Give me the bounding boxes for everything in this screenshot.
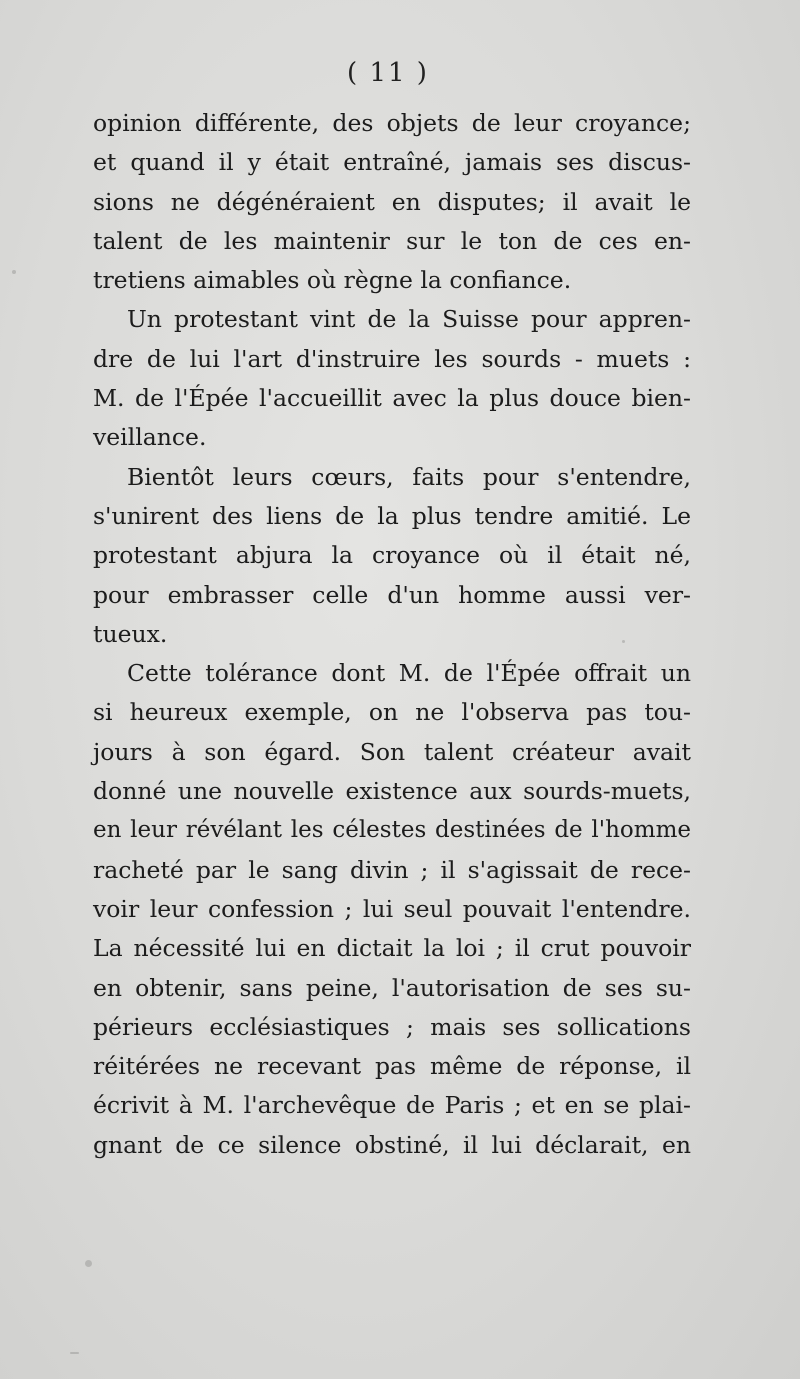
text-line: gnant de ce silence obstiné, il lui déclarait, en <box>93 1130 691 1159</box>
text-line: en leur révélant les célestes destinées de l'homme <box>93 817 691 844</box>
text-line: sions ne dégénéraient en disputes; il avait le <box>93 187 691 216</box>
paper-speck <box>70 1352 79 1354</box>
paragraph <box>93 458 691 654</box>
text-line: Bientôt leurs cœurs, faits pour s'entendre, <box>127 462 691 491</box>
text-line: et quand il y était entraîné, jamais ses discus- <box>93 148 691 177</box>
text-line: racheté par le sang divin ; il s'agissait de rece- <box>93 855 691 884</box>
text-line: donné une nouvelle existence aux sourds-muets, <box>93 777 691 806</box>
text-line: périeurs ecclésiastiques ; mais ses sollications <box>93 1012 691 1041</box>
body-text <box>93 104 691 1165</box>
text-line: réitérées ne recevant pas même de réponse, il <box>93 1052 691 1081</box>
paper-speck <box>85 1260 92 1267</box>
paragraph <box>93 104 691 300</box>
text-line: dre de lui l'art d'instruire les sourds - muets : <box>93 344 691 373</box>
text-line: tueux. <box>93 619 168 648</box>
text-line: écrivit à M. l'archevêque de Paris ; et en se plai- <box>93 1091 691 1120</box>
text-line: protestant abjura la croyance où il était né, <box>93 541 691 570</box>
paragraph <box>93 654 691 1165</box>
text-line: opinion différente, des objets de leur croyance; <box>93 109 691 137</box>
text-line: Un protestant vint de la Suisse pour appren- <box>127 305 691 334</box>
text-line: s'unirent des liens de la plus tendre amitié. Le <box>93 501 691 530</box>
text-line: jours à son égard. Son talent créateur avait <box>93 737 691 766</box>
text-line: si heureux exemple, on ne l'observa pas tou- <box>93 698 691 727</box>
page-number: ( 11 ) <box>347 58 429 88</box>
text-line: M. de l'Épée l'accueillit avec la plus douce bien- <box>93 384 691 413</box>
text-line: La nécessité lui en dictait la loi ; il crut pouvoir <box>93 934 691 963</box>
paragraph <box>93 300 691 457</box>
text-line: veillance. <box>93 423 207 452</box>
text-line: talent de les maintenir sur le ton de ces en- <box>93 226 691 255</box>
text-line: voir leur confession ; lui seul pouvait l'entendre. <box>93 894 691 923</box>
text-line: Cette tolérance dont M. de l'Épée offrait un <box>127 659 691 688</box>
text-line: tretiens aimables où règne la confiance. <box>93 266 572 295</box>
paper-speck <box>12 270 16 274</box>
text-line: en obtenir, sans peine, l'autorisation de ses su- <box>93 973 691 1002</box>
text-line: pour embrasser celle d'un homme aussi ver- <box>93 580 691 609</box>
